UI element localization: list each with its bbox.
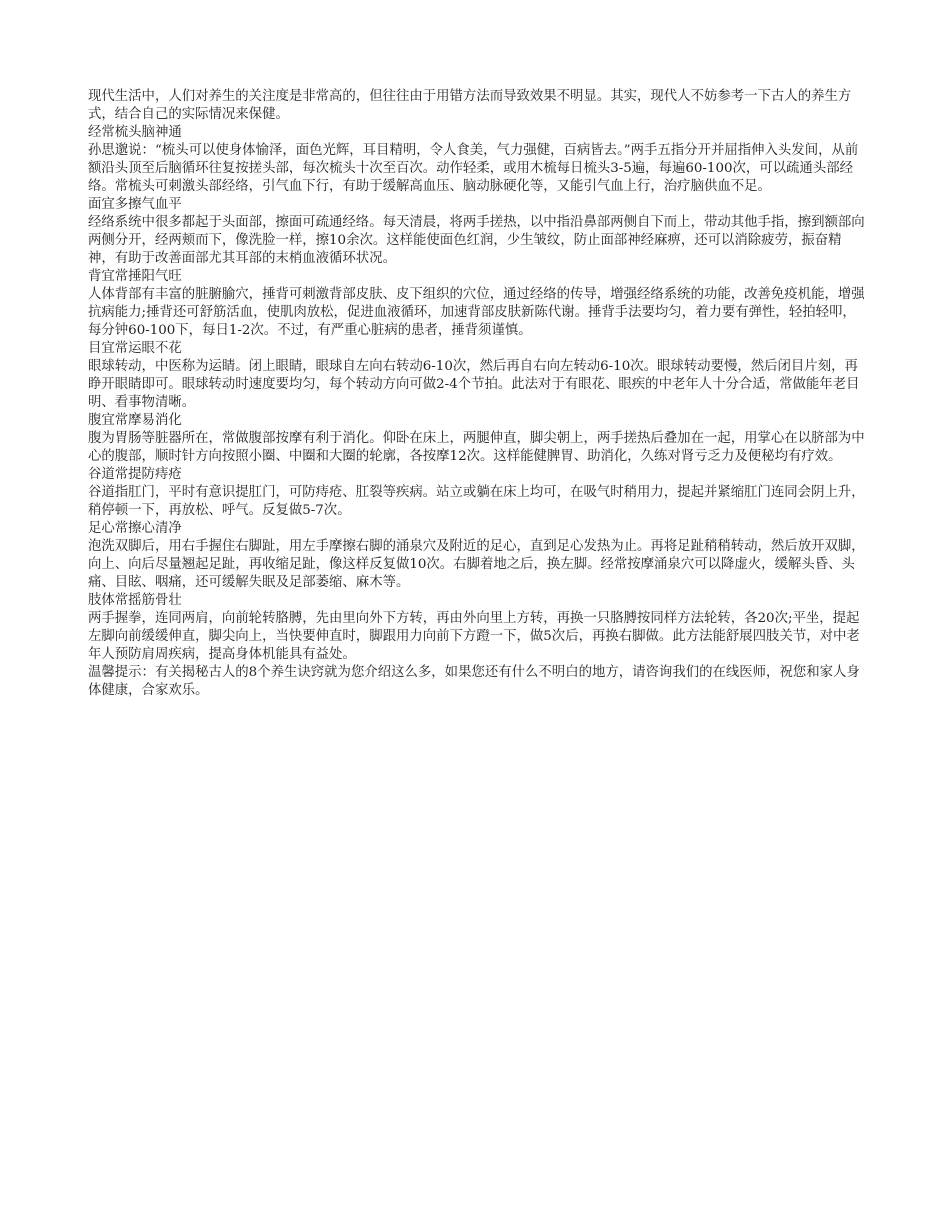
- section-body: 泡洗双脚后，用右手握住右脚趾，用左手摩擦右脚的涌泉穴及附近的足心，直到足心发热为止。再将足趾稍稍转动，然后放开双脚，向上、向后尽量翘起足趾，再收缩足趾，像这样反复做10次。右脚着地之后，换左脚。经常按摩涌泉穴可以降虚火，缓解头昏、头痛、目眩、咽痛，还可缓解失眠及足部萎缩、麻木等。: [88, 539, 865, 590]
- section-eye-exercise: [88, 340, 868, 412]
- section-body: 孙思邈说：“梳头可以使身体愉泽，面色光辉，耳目精明，令人食美，气力强健，百病皆去。”两手五指分开并屈指伸入头发间，从前额沿头顶至后脑循环往复按搓头部，每次梳头十次至百次。动作轻柔，或用木梳每日梳头3-5遍，每遍60-100次，可以疏通头部经络。常梳头可刺激头部经络，引气血下行，有助于缓解高血压、脑动脉硬化等，又能引气血上行，治疗脑供血不足。: [88, 143, 859, 194]
- section-comb-hair: [88, 124, 868, 196]
- section-body: 眼球转动，中医称为运睛。闭上眼睛，眼球自左向右转动6-10次，然后再自右向左转动6-10次。眼球转动要慢，然后闭目片刻，再睁开眼睛即可。眼球转动时速度要均匀，每个转动方向可做2-4个节拍。此法对于有眼花、眼疾的中老年人十分合适，常做能年老目明、看事物清晰。: [88, 359, 860, 410]
- section-pat-back: [88, 268, 868, 340]
- section-heading: 目宜常运眼不花: [88, 341, 182, 356]
- section-heading: 足心常擦心清净: [88, 521, 182, 536]
- section-abdomen-massage: [88, 412, 868, 466]
- section-body: 谷道指肛门，平时有意识提肛门，可防痔疮、肛裂等疾病。站立或躺在床上均可，在吸气时稍用力，提起并紧缩肛门连同会阴上升，稍停顿一下，再放松、呼气。反复做5-7次。: [88, 485, 865, 518]
- section-body: 人体背部有丰富的脏腑腧穴，捶背可刺激背部皮肤、皮下组织的穴位，通过经络的传导，增强经络系统的功能，改善免疫机能，增强抗病能力;捶背还可舒筋活血，使肌肉放松，促进血液循环，加速背部皮肤新陈代谢。捶背手法要均匀，着力要有弹性，轻拍轻叩，每分钟60-100下，每日1-2次。不过，有严重心脏病的患者，捶背须谨慎。: [88, 287, 865, 338]
- section-heading: 谷道常提防痔疮: [88, 467, 182, 482]
- intro-paragraph: 现代生活中，人们对养生的关注度是非常高的，但往往由于用错方法而导致效果不明显。其实，现代人不妨参考一下古人的养生方式，结合自己的实际情况来保健。: [88, 89, 852, 122]
- section-anus-lift: [88, 466, 868, 520]
- section-heading: 经常梳头脑神通: [88, 125, 182, 140]
- section-heading: 面宜多擦气血平: [88, 197, 182, 212]
- section-limb-swing: [88, 592, 868, 664]
- closing-note: 温馨提示：有关揭秘古人的8个养生诀窍就为您介绍这么多，如果您还有什么不明白的地方，请咨询我们的在线医师，祝您和家人身体健康，合家欢乐。: [88, 665, 860, 698]
- section-heading: 腹宜常摩易消化: [88, 413, 182, 428]
- section-heading: 肢体常摇筋骨壮: [88, 593, 182, 608]
- section-body: 两手握拳，连同两肩，向前轮转胳膊，先由里向外下方转，再由外向里上方转，再换一只胳膊按同样方法轮转，各20次;平坐，提起左脚向前缓缓伸直，脚尖向上，当快要伸直时，脚跟用力向前下方蹬一下，做5次后，再换右脚做。此方法能舒展四肢关节，对中老年人预防肩周疾病，提高身体机能具有益处。: [88, 611, 860, 662]
- section-heading: 背宜常捶阳气旺: [88, 269, 182, 284]
- section-sole-rub: [88, 520, 868, 592]
- section-rub-face: [88, 196, 868, 268]
- article: [88, 88, 868, 700]
- section-body: 经络系统中很多都起于头面部，擦面可疏通经络。每天清晨，将两手搓热，以中指沿鼻部两侧自下而上，带动其他手指，擦到额部向两侧分开，经两颊而下，像洗脸一样，擦10余次。这样能使面色红润，少生皱纹，防止面部神经麻痹，还可以消除疲劳，振奋精神，有助于改善面部尤其耳部的末梢血液循环状况。: [88, 215, 865, 266]
- section-body: 腹为胃肠等脏器所在，常做腹部按摩有利于消化。仰卧在床上，两腿伸直，脚尖朝上，两手搓热后叠加在一起，用掌心在以脐部为中心的腹部，顺时针方向按照小圈、中圈和大圈的轮廓，各按摩12次。这样能健脾胃、助消化，久练对肾亏乏力及便秘均有疗效。: [88, 431, 865, 464]
